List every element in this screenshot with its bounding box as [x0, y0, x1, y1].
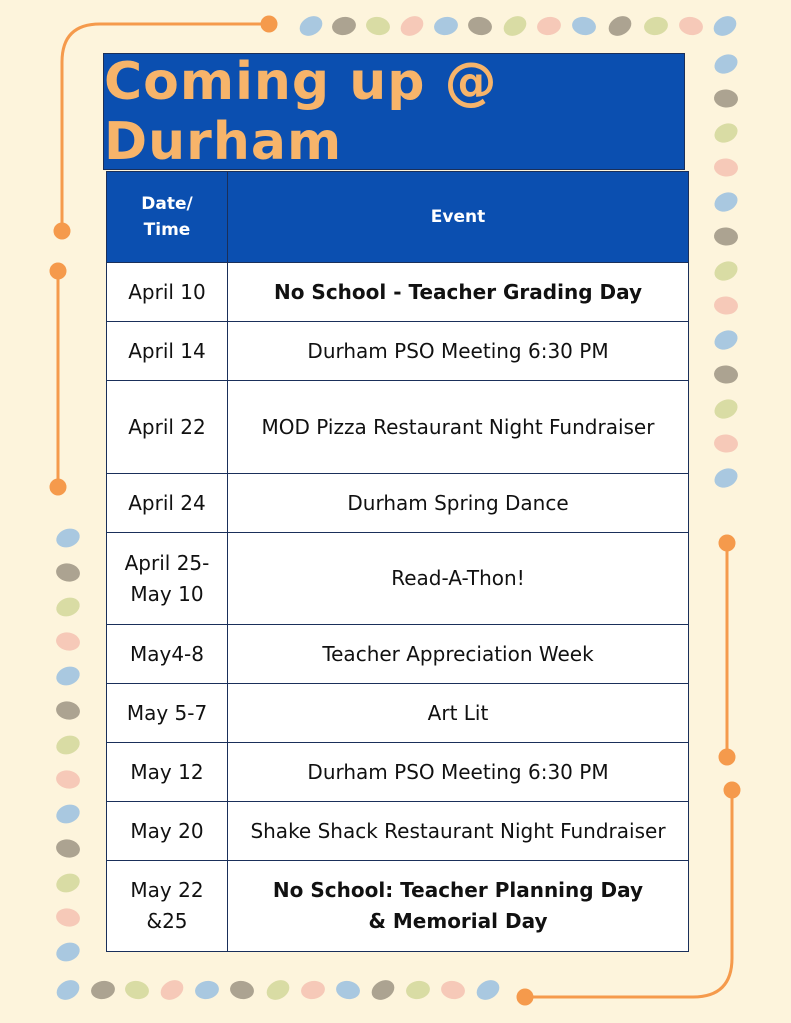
- pastel-dot: [433, 15, 460, 37]
- pastel-dot: [605, 12, 635, 40]
- pastel-dot: [711, 327, 740, 353]
- pastel-dot: [440, 979, 467, 1001]
- table-row: [107, 625, 689, 684]
- pastel-dot: [713, 433, 738, 453]
- page-title: Coming up @ Durham: [104, 51, 498, 172]
- pastel-dot: [467, 15, 494, 37]
- event-date: May 22 &25: [107, 861, 228, 952]
- event-date: May 12: [107, 743, 228, 802]
- event-date: May 5-7: [107, 684, 228, 743]
- pastel-dot: [229, 979, 256, 1001]
- line-end-dot: [725, 783, 739, 797]
- pastel-dot: [54, 663, 83, 688]
- event-name: Durham Spring Dance: [228, 474, 689, 533]
- event-name: No School - Teacher Grading Day: [228, 263, 689, 322]
- pastel-dot: [55, 907, 82, 929]
- column-header-event: Event: [228, 172, 689, 263]
- event-date: May 20: [107, 802, 228, 861]
- pastel-dot: [711, 258, 740, 284]
- pastel-dot: [54, 939, 83, 964]
- pastel-dot: [365, 15, 392, 37]
- events-table: [106, 171, 689, 952]
- pastel-dot: [55, 562, 82, 584]
- pastel-dot: [713, 295, 738, 315]
- pastel-dot: [711, 189, 740, 215]
- pastel-dot: [54, 594, 83, 619]
- event-date: April 22: [107, 381, 228, 474]
- event-name: Read-A-Thon!: [228, 533, 689, 625]
- event-date: May4-8: [107, 625, 228, 684]
- pastel-dot: [54, 801, 83, 826]
- table-header-row: [107, 172, 689, 263]
- event-name: Durham PSO Meeting 6:30 PM: [228, 743, 689, 802]
- pastel-dot: [713, 157, 738, 177]
- pastel-dot: [296, 12, 326, 40]
- event-date: April 25- May 10: [107, 533, 228, 625]
- line-end-dot: [262, 17, 276, 31]
- event-date: April 24: [107, 474, 228, 533]
- table-row: [107, 802, 689, 861]
- pastel-dot: [53, 976, 83, 1004]
- pastel-dot: [157, 976, 187, 1004]
- pastel-dot: [368, 976, 398, 1004]
- line-end-dot: [55, 224, 69, 238]
- pastel-dot: [124, 979, 151, 1001]
- pastel-dot: [678, 15, 705, 37]
- event-name: MOD Pizza Restaurant Night Fundraiser: [228, 381, 689, 474]
- table-row: [107, 533, 689, 625]
- table-row: [107, 322, 689, 381]
- pastel-dot: [711, 396, 740, 422]
- pastel-dot: [397, 12, 427, 40]
- pastel-dot: [713, 88, 738, 108]
- line-end-dot: [720, 536, 734, 550]
- line-end-dot: [51, 264, 65, 278]
- event-name: Art Lit: [228, 684, 689, 743]
- pastel-dot: [55, 700, 82, 722]
- table-row: [107, 861, 689, 952]
- pastel-dot: [54, 525, 83, 550]
- line-end-dot: [51, 480, 65, 494]
- table-row: [107, 381, 689, 474]
- pastel-dot: [711, 51, 740, 77]
- event-name: Teacher Appreciation Week: [228, 625, 689, 684]
- column-header-date: Date/ Time: [107, 172, 228, 263]
- pastel-dot: [331, 15, 358, 37]
- event-name: Durham PSO Meeting 6:30 PM: [228, 322, 689, 381]
- event-name: Shake Shack Restaurant Night Fundraiser: [228, 802, 689, 861]
- pastel-dot: [54, 732, 83, 757]
- pastel-dot: [571, 15, 598, 37]
- pastel-dot: [405, 979, 432, 1001]
- title-banner: [103, 53, 685, 170]
- pastel-dot: [90, 979, 117, 1001]
- event-name: No School: Teacher Planning Day & Memorial Day: [228, 861, 689, 952]
- event-date: April 14: [107, 322, 228, 381]
- table-row: [107, 263, 689, 322]
- line-end-dot: [720, 750, 734, 764]
- pastel-dot: [711, 465, 740, 491]
- event-date: April 10: [107, 263, 228, 322]
- table-row: [107, 684, 689, 743]
- pastel-dot: [55, 838, 82, 860]
- pastel-dot: [500, 12, 530, 40]
- table-row: [107, 743, 689, 802]
- pastel-dot: [194, 979, 221, 1001]
- pastel-dot: [55, 769, 82, 791]
- pastel-dot: [713, 364, 738, 384]
- pastel-dot: [300, 979, 327, 1001]
- pastel-dot: [643, 15, 670, 37]
- pastel-dot: [711, 120, 740, 146]
- line-end-dot: [518, 990, 532, 1004]
- pastel-dot: [55, 631, 82, 653]
- pastel-dot: [710, 12, 740, 40]
- pastel-dot: [473, 976, 503, 1004]
- table-row: [107, 474, 689, 533]
- pastel-dot: [536, 15, 563, 37]
- pastel-dot: [713, 226, 738, 246]
- pastel-dot: [335, 979, 362, 1001]
- pastel-dot: [54, 870, 83, 895]
- pastel-dot: [263, 976, 293, 1004]
